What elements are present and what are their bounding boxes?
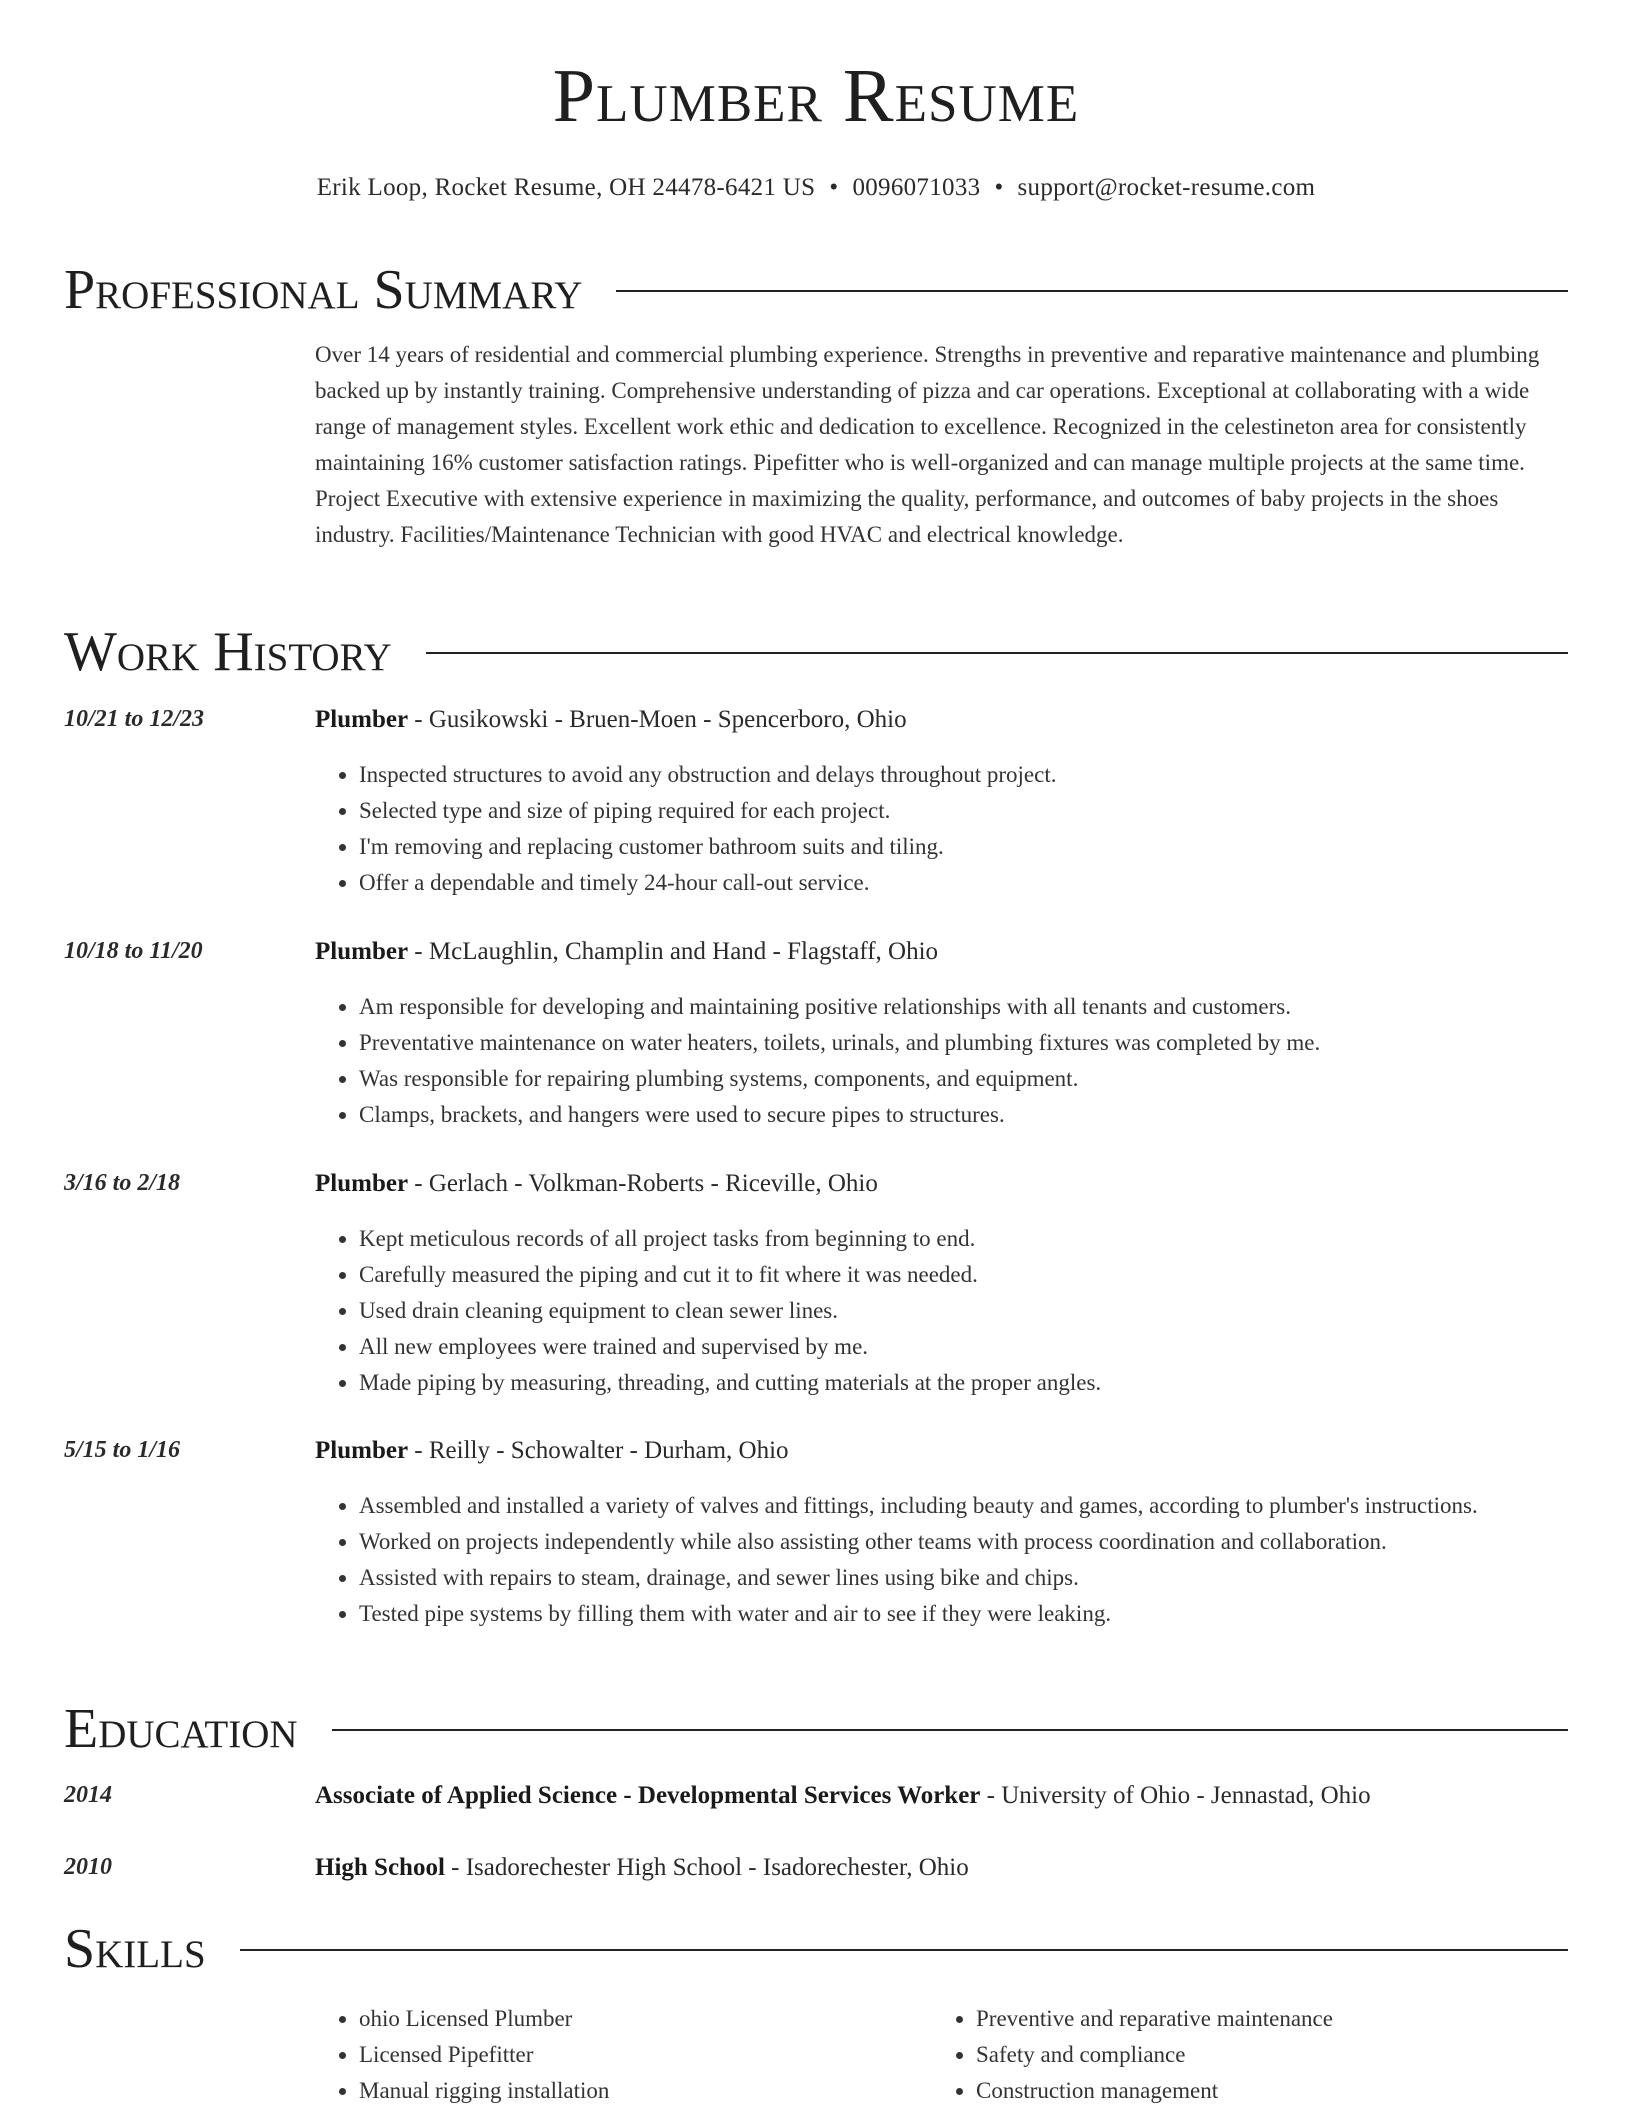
job-heading: [315, 706, 1568, 734]
contact-separator: •: [994, 174, 1004, 201]
education-school: - University of Ohio - Jennastad, Ohio: [980, 1782, 1371, 1809]
list-item: • Am responsible for developing and maintaining positive relationships with all tenants and customers.: [359, 989, 1568, 1025]
education-heading: [315, 1782, 1568, 1810]
summary-section-header: [64, 259, 1568, 321]
job-dates: 3/16 to 2/18: [64, 1170, 181, 1196]
job-employer: - Gerlach - Volkman-Roberts - Riceville, Ohio: [408, 1170, 878, 1197]
list-item: • All new employees were trained and supervised by me.: [359, 1329, 1568, 1365]
job-bullets: [315, 1488, 1568, 1632]
job-employer: - Reilly - Schowalter - Durham, Ohio: [408, 1437, 789, 1464]
list-item: • Carefully measured the piping and cut it to fit where it was needed.: [359, 1257, 1568, 1293]
education-heading: [315, 1854, 1568, 1882]
job-bullets: [315, 1221, 1568, 1401]
list-item: • Kept meticulous records of all project tasks from beginning to end.: [359, 1221, 1568, 1257]
list-item: • Used drain cleaning equipment to clean sewer lines.: [359, 1293, 1568, 1329]
skills-section-header: [64, 1918, 1568, 1980]
section-heading: Education: [64, 1698, 298, 1760]
list-item: • Tested pipe systems by filling them with water and air to see if they were leaking.: [359, 1596, 1568, 1632]
education-school: - Isadorechester High School - Isadorechester, Ohio: [444, 1854, 969, 1881]
section-heading: Work History: [64, 621, 392, 683]
list-item: • Offer a dependable and timely 24-hour call-out service.: [359, 865, 1568, 901]
list-item: • I'm removing and replacing customer bathroom suits and tiling.: [359, 829, 1568, 865]
contact-email: support@rocket-resume.com: [1017, 174, 1316, 201]
list-item: • Was responsible for repairing plumbing systems, components, and equipment.: [359, 1061, 1568, 1097]
job-dates: 5/15 to 1/16: [64, 1437, 181, 1463]
skill-item: • Safety and compliance: [976, 2037, 1576, 2073]
skill-item: • Preventive and reparative maintenance: [976, 2001, 1576, 2037]
skills-list-left: [315, 2001, 929, 2109]
education-year: 2010: [64, 1854, 112, 1880]
education-degree: Associate of Applied Science - Developmental Services Worker: [315, 1782, 981, 1809]
job-dates: 10/21 to 12/23: [64, 706, 205, 732]
section-divider: [240, 1949, 1568, 1951]
job-title: Plumber: [315, 938, 409, 965]
education-year: 2014: [64, 1782, 112, 1808]
list-item: • Selected type and size of piping required for each project.: [359, 793, 1568, 829]
summary-text: Over 14 years of residential and commercial plumbing experience. Strengths in preventive and reparative maintenance and plumbing backed up by instantly training. Comprehensive understanding of pizza and car operations. Exceptional at collaborating with a wide range of management styles. Excellent work ethic and dedication to excellence. Recognized in the celestineton area for consistently maintaining 16% customer satisfaction ratings. Pipefitter who is well-organized and can manage multiple projects at the same time. Project Executive with extensive experience in maximizing the quality, performance, and outcomes of baby projects in the shoes industry. Facilities/Maintenance Technician with good HVAC and electrical knowledge.: [315, 342, 1540, 547]
contact-line: [0, 174, 1632, 202]
skill-item: • ohio Licensed Plumber: [359, 2001, 929, 2037]
list-item: • Worked on projects independently while also assisting other teams with process coordination and collaboration.: [359, 1524, 1568, 1560]
job-employer: - McLaughlin, Champlin and Hand - Flagstaff, Ohio: [408, 938, 939, 965]
job-bullets: [315, 989, 1568, 1133]
skill-item: • Construction management: [976, 2073, 1576, 2109]
job-heading: [315, 1170, 1568, 1198]
section-heading: Skills: [64, 1918, 206, 1980]
skill-item: • Manual rigging installation: [359, 2073, 929, 2109]
skills-list-right: [932, 2001, 1576, 2109]
job-title: Plumber: [315, 1170, 409, 1197]
resume-title: Plumber Resume: [552, 54, 1080, 138]
education-section-header: [64, 1698, 1568, 1760]
contact-phone: 0096071033: [852, 174, 981, 201]
job-heading: [315, 1437, 1568, 1465]
section-divider: [426, 652, 1568, 654]
section-heading: Professional Summary: [64, 259, 583, 321]
job-title: Plumber: [315, 706, 409, 733]
list-item: • Inspected structures to avoid any obstruction and delays throughout project.: [359, 757, 1568, 793]
job-employer: - Gusikowski - Bruen-Moen - Spencerboro, Ohio: [408, 706, 907, 733]
skill-item: • Licensed Pipefitter: [359, 2037, 929, 2073]
list-item: • Made piping by measuring, threading, and cutting materials at the proper angles.: [359, 1365, 1568, 1401]
job-title: Plumber: [315, 1437, 409, 1464]
section-divider: [332, 1729, 1568, 1731]
work-history-section-header: [64, 621, 1568, 683]
list-item: • Assembled and installed a variety of valves and fittings, including beauty and games, according to plumber's instructions.: [359, 1488, 1568, 1524]
job-heading: [315, 938, 1568, 966]
list-item: • Assisted with repairs to steam, drainage, and sewer lines using bike and chips.: [359, 1560, 1568, 1596]
job-dates: 10/18 to 11/20: [64, 938, 203, 964]
education-degree: High School: [315, 1854, 445, 1881]
contact-separator: •: [829, 174, 839, 201]
job-bullets: [315, 757, 1568, 901]
contact-address: Erik Loop, Rocket Resume, OH 24478-6421 US: [316, 174, 816, 201]
section-divider: [616, 290, 1568, 292]
list-item: • Preventative maintenance on water heaters, toilets, urinals, and plumbing fixtures was completed by me.: [359, 1025, 1568, 1061]
list-item: • Clamps, brackets, and hangers were used to secure pipes to structures.: [359, 1097, 1568, 1133]
